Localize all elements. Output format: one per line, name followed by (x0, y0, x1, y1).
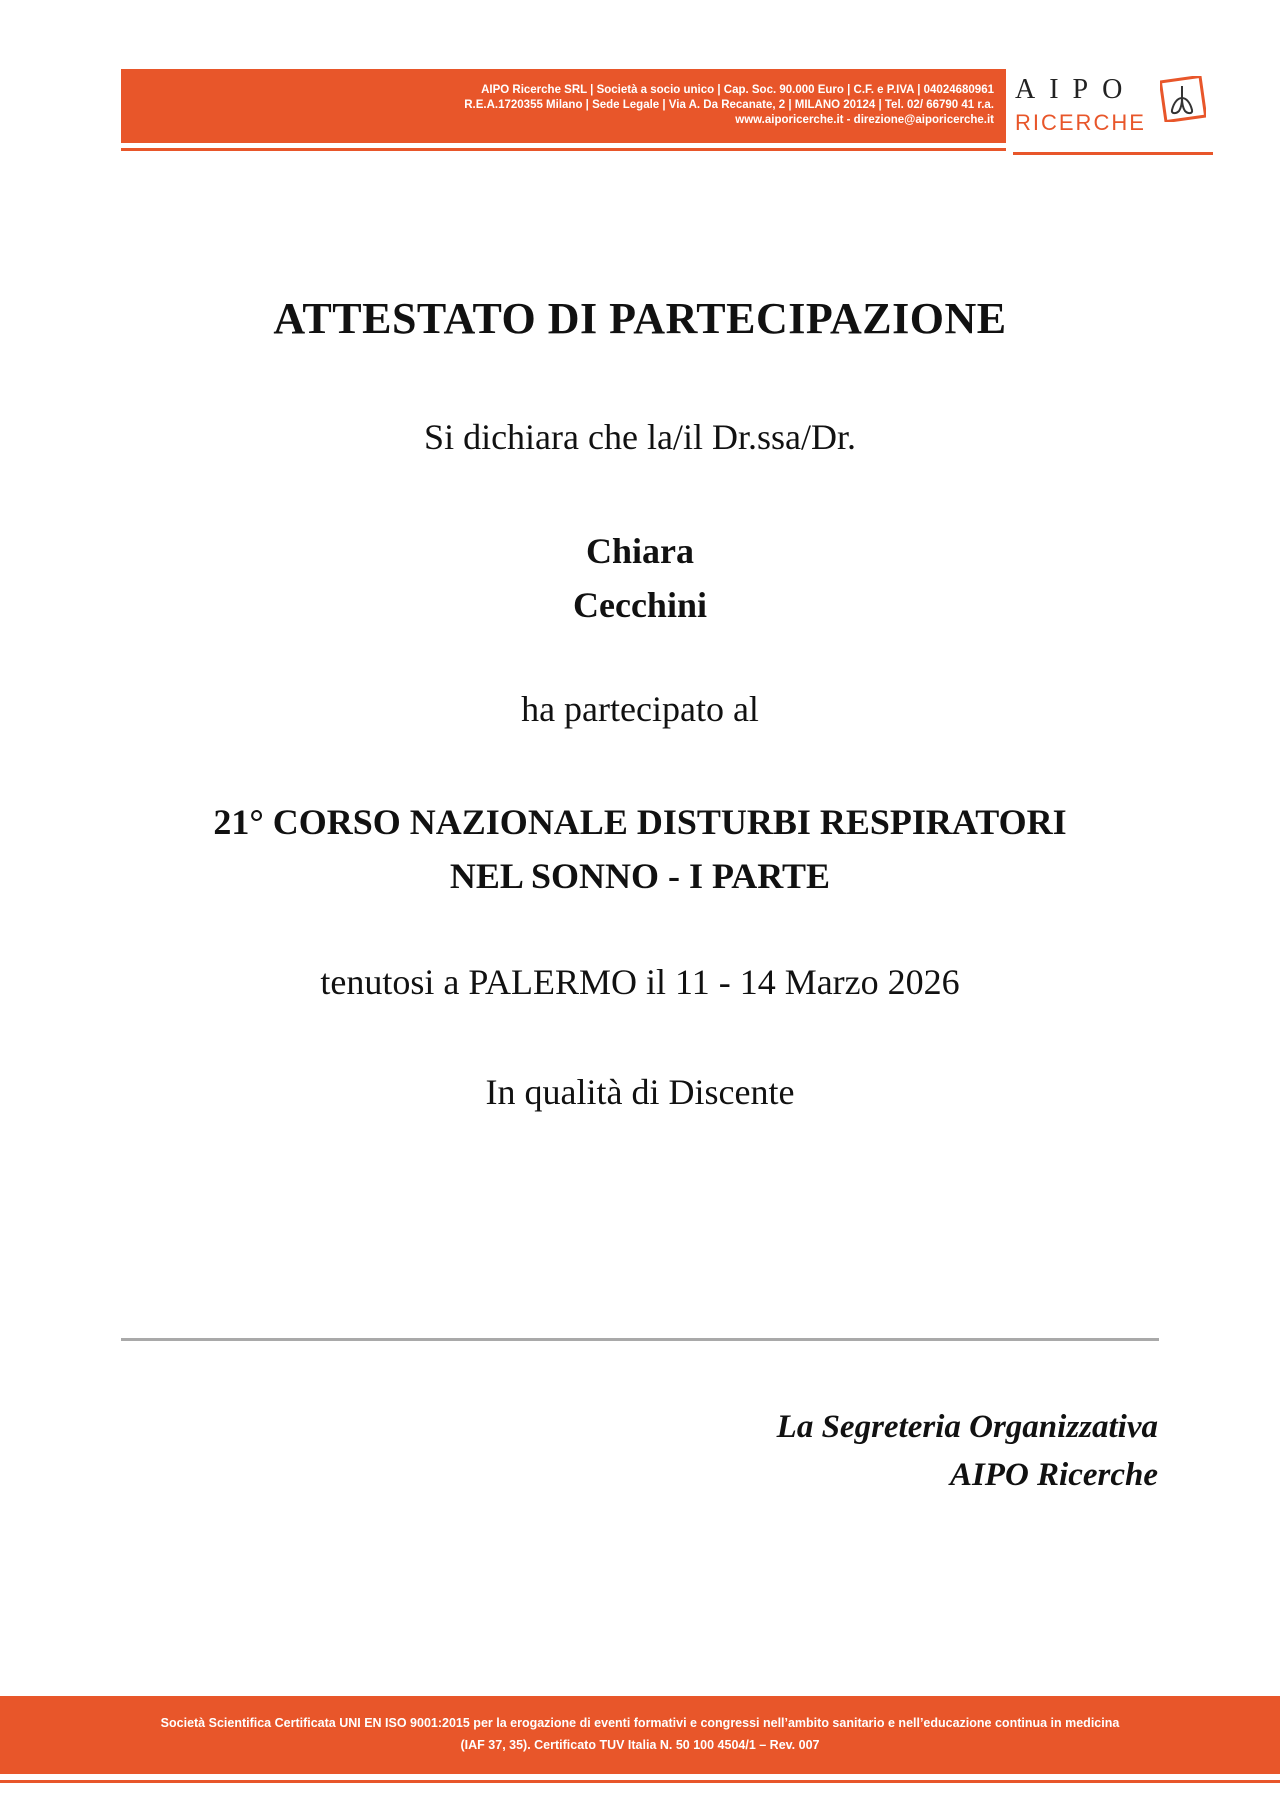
course-title (121, 795, 1159, 903)
company-info (464, 83, 994, 128)
footer-band (0, 1696, 1280, 1774)
course-title-line-1: 21° CORSO NAZIONALE DISTURBI RESPIRATORI (213, 802, 1067, 842)
header-band (121, 69, 1006, 143)
course-title-line-2: NEL SONNO - I PARTE (449, 856, 831, 896)
lungs-logo-icon (1160, 76, 1206, 122)
logo-aipo-text: AIPO (1015, 74, 1137, 105)
signature-divider (121, 1338, 1159, 1341)
company-info-line-1: AIPO Ricerche SRL | Società a socio unico | Cap. Soc. 90.000 Euro | C.F. e P.IVA | 04024680961 (481, 84, 994, 96)
certificate-intro: Si dichiara che la/il Dr.ssa/Dr. (424, 417, 856, 457)
company-info-line-3: www.aiporicerche.it - direzione@aiporicerche.it (735, 114, 994, 126)
logo-ricerche-text: RICERCHE (1015, 110, 1146, 135)
participant-name (121, 524, 1159, 632)
signature-block (777, 1403, 1158, 1499)
signature-line-1: La Segreteria Organizzativa (776, 1409, 1158, 1445)
certification-info (0, 1712, 1280, 1756)
logo-underline (1013, 152, 1213, 155)
header-underline (121, 148, 1006, 151)
certification-info-line-1: Società Scientifica Certificata UNI EN ISO 9001:2015 per la erogazione di eventi formativi e congressi nell’ambito sanitario e nell’educazione continua in medicina (160, 1716, 1120, 1730)
company-info-line-2: R.E.A.1720355 Milano | Sede Legale | Via A. Da Recanate, 2 | MILANO 20124 | Tel. 02/ 66790 41 r.a. (464, 99, 994, 111)
participation-statement: ha partecipato al (521, 689, 759, 729)
footer-underline (0, 1780, 1280, 1783)
certification-info-line-2: (IAF 37, 35). Certificato TUV Italia N. 50 100 4504/1 – Rev. 007 (460, 1738, 820, 1752)
participant-last-name: Cecchini (573, 585, 707, 625)
certificate-title: ATTESTATO DI PARTECIPAZIONE (273, 294, 1007, 343)
event-location-date: tenutosi a PALERMO il 11 - 14 Marzo 2026 (320, 962, 960, 1002)
aipo-ricerche-logo (1013, 70, 1213, 158)
participant-first-name: Chiara (586, 531, 694, 571)
participant-role: In qualità di Discente (485, 1072, 795, 1112)
signature-line-2: AIPO Ricerche (949, 1457, 1158, 1493)
